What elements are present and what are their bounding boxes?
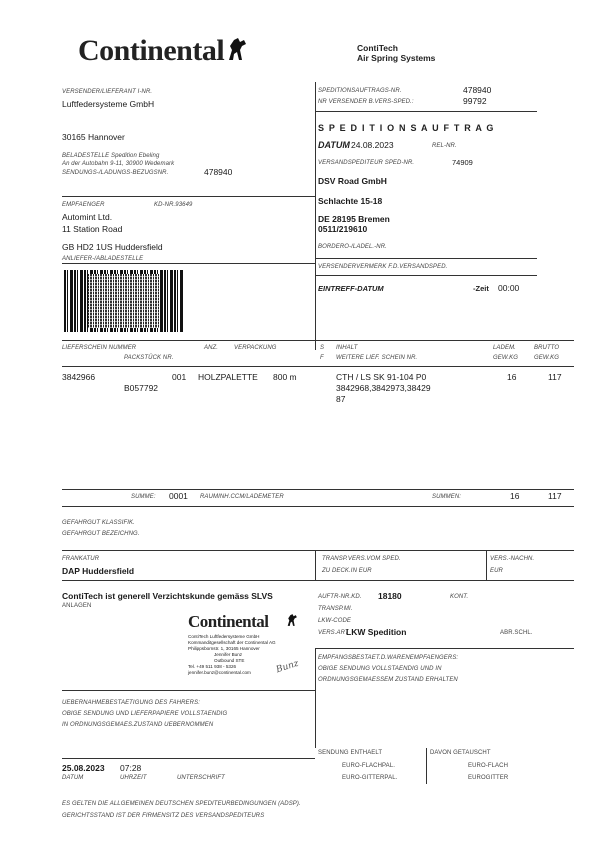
carrier-no: 74909 [452, 158, 473, 167]
contact-label: KONT. [450, 594, 469, 600]
incoterm-label: FRANKATUR [62, 556, 100, 562]
arrival-date-label: EINTREFF-DATUM [318, 284, 384, 293]
pallets-exchanged-label: DAVON GETAUSCHT [430, 750, 491, 756]
sender-label: VERSENDER/LIEFERANT I-NR. [62, 89, 153, 95]
row-further-notes-2: 87 [336, 394, 346, 404]
billing-key-label: ABR.SCHL. [500, 630, 533, 636]
footer-terms: ES GELTEN DIE ALLGEMEINEN DEUTSCHEN SPEDITEURBEDINGUNGEN (ADSP). [62, 801, 301, 807]
sum-label: SUMMEN: [432, 494, 462, 500]
sender-city: 30165 Hannover [62, 132, 125, 142]
incoterm-value: DAP Huddersfield [62, 566, 135, 576]
forwarder-no-label: NR VERSENDER B.VERS-SPED.: [318, 99, 414, 105]
carrier-street: Schlachte 15-18 [318, 196, 383, 206]
row-content: CTH / LS SK 91-104 P0 [336, 372, 427, 382]
sender-name: Luftfedersysteme GmbH [62, 99, 155, 109]
date-value: 24.08.2023 [351, 140, 394, 150]
col-load-weight: LADEM. [493, 345, 516, 351]
pallet-flat-exchanged: EURO-FLACH [468, 763, 509, 769]
driver-confirm-label: UEBERNAHMEBESTAETIGUNG DES FAHRERS: [62, 700, 200, 706]
row-further-notes-1: 3842968,3842973,38429 [336, 383, 431, 393]
order-nr-label: SPEDITIONSAUFTRAGS-NR. [318, 88, 402, 94]
customer-no-label: KD-NR.93649 [154, 202, 193, 208]
signature: Bunz [275, 658, 300, 676]
stamp-line-6: Tel. +49 511 938 - 5326 [188, 664, 237, 669]
currency-label: EUR [490, 568, 503, 574]
pallets-contained-label: SENDUNG ENTHAELT [318, 750, 383, 756]
company-stamp [182, 612, 310, 682]
insurance-label: TRANSP.VERS.VOM SPED. [322, 556, 401, 562]
loading-address: An der Autobahn 9-11, 30900 Wedemark [62, 161, 175, 167]
division-name: ContiTech [357, 43, 398, 53]
truck-code-label: LKW-CODE [318, 618, 352, 624]
receipt-line-1: OBIGE SENDUNG VOLLSTAENDIG UND IN [318, 666, 442, 672]
loading-label: BELADESTELLE Spedition Ebeling [62, 153, 160, 159]
total-count: 0001 [169, 491, 188, 501]
shipping-type-label: VERS.ART [318, 630, 349, 636]
stamp-line-3: Philippsbornstr. 1, 30165 Hannover [188, 646, 260, 651]
transport-means-label: TRANSP.MI. [318, 606, 353, 612]
receipt-label: EMPFANGSBESTAET.D.WARENEMPFAENGERS: [318, 655, 459, 661]
barcode [64, 270, 184, 332]
col-further-notes: WEITERE LIEF. SCHEIN NR. [336, 355, 418, 361]
stamp-line-2: Kommanditgesellschaft der Continental AG [188, 640, 276, 645]
cod-label: VERS.-NACHN. [490, 556, 535, 562]
driver-confirm-line-2: IN ORDNUNGSGEMAES.ZUSTAND UEBERNOMMEN [62, 722, 214, 728]
total-unit: RAUMINH.CCM/LADEMETER [200, 494, 284, 500]
row-quantity: 001 [172, 372, 187, 382]
row-packaging: HOLZPALETTE [198, 372, 258, 382]
brand-logo: Continental [78, 34, 225, 67]
forwarder-no-value: 99792 [463, 96, 487, 106]
slvs-notice: ContiTech ist generell Verzichtskunde gemäss SLVS [62, 591, 273, 601]
row-load-weight: 16 [507, 372, 517, 382]
total-label: SUMME: [131, 494, 156, 500]
col-package-no: PACKSTÜCK NR. [124, 355, 174, 361]
carrier-city: DE 28195 Bremen [318, 214, 390, 224]
pallet-grid: EURO-GITTERPAL. [342, 775, 398, 781]
hazard-desc-label: GEFAHRGUT BEZEICHNG. [62, 531, 140, 537]
rel-nr-label: REL-NR. [432, 143, 457, 149]
shipment-ref-value: 478940 [204, 167, 233, 177]
row-size: 800 m [273, 372, 297, 382]
shipping-type-value: LKW Spedition [346, 627, 407, 637]
signoff-time-label: UHRZEIT [120, 775, 147, 781]
row-delivery-note: 3842966 [62, 372, 96, 382]
document-title: S P E D I T I O N S A U F T R A G [318, 123, 495, 133]
col-packaging: VERPACKUNG [234, 345, 277, 351]
col-f: F [320, 355, 324, 361]
stamp-logo: Continental [188, 612, 269, 631]
footer-jurisdiction: GERICHTSSTAND IST DER FIRMENSITZ DES VERSANDSPEDITEURS [62, 813, 265, 819]
col-content: INHALT [336, 345, 358, 351]
consignee-label: EMPFAENGER [62, 202, 105, 208]
stamp-horse-icon [286, 613, 298, 627]
sum-load-weight: 16 [510, 491, 520, 501]
carrier-name: DSV Road GmbH [318, 176, 387, 186]
row-gross-weight: 117 [548, 372, 562, 382]
pallet-flat: EURO-FLACHPAL. [342, 763, 395, 769]
signoff-time: 07:28 [120, 763, 142, 773]
customer-order-value: 18180 [378, 591, 402, 601]
coverage-label: ZU DECK.IN EUR [322, 568, 372, 574]
consignee-street: 11 Station Road [62, 224, 123, 234]
date-label: DATUM [318, 140, 350, 150]
signoff-signature-label: UNTERSCHRIFT [177, 775, 225, 781]
attachments-label: ANLAGEN [62, 603, 92, 609]
stamp-line-7: jennifer.bunz@continental.com [188, 670, 251, 675]
arrival-time-label: -Zeit [473, 284, 489, 293]
horse-logo-icon [226, 36, 248, 62]
signoff-date: 25.08.2023 [62, 763, 105, 773]
row-package-no: B057792 [124, 383, 159, 393]
order-nr-value: 478940 [463, 85, 492, 95]
division-subname: Air Spring Systems [357, 53, 436, 63]
customer-order-label: AUFTR-NR.KD. [318, 594, 362, 600]
remarks-label: VERSENDERVERMERK F.D.VERSANDSPED. [318, 264, 448, 270]
arrival-time-value: 00:00 [498, 283, 520, 293]
pallet-grid-exchanged: EUROGITTER [468, 775, 509, 781]
col-s: S [320, 345, 325, 351]
carrier-label: VERSANDSPEDITEUR SPED-NR. [318, 160, 415, 166]
col-gross-weight: BRUTTO [534, 345, 560, 351]
driver-confirm-line-1: OBIGE SENDUNG UND LIEFERPAPIERE VOLLSTAENDIG [62, 711, 228, 717]
hazard-class-label: GEFAHRGUT KLASSIFIK. [62, 520, 135, 526]
consignee-name: Automint Ltd. [62, 212, 113, 222]
signoff-date-label: DATUM [62, 775, 84, 781]
col-gross-weight-unit: GEW.KG [534, 355, 560, 361]
col-delivery-note: LIEFERSCHEIN NUMMER [62, 345, 137, 351]
stamp-line-1: ContiTech Luftfedersysteme GmbH [188, 634, 260, 639]
bordero-label: BORDERO-/LADEL.-NR. [318, 244, 387, 250]
shipment-ref-label: SENDUNGS-/LADUNGS-BEZUGSNR. [62, 170, 169, 176]
receipt-line-2: ORDNUNGSGEMAESSEM ZUSTAND ERHALTEN [318, 677, 458, 683]
consignee-city: GB HD2 1US Huddersfield [62, 242, 163, 252]
col-load-weight-unit: GEW.KG [493, 355, 519, 361]
stamp-line-4: Jennifer Bunz [214, 652, 243, 657]
col-quantity: ANZ. [204, 345, 219, 351]
unload-point-label: ANLIEFER-/ABLADESTELLE [62, 256, 144, 262]
carrier-phone: 0511/219610 [318, 224, 368, 234]
sum-gross-weight: 117 [548, 491, 562, 501]
stamp-line-5: Outbound STE [214, 658, 245, 663]
